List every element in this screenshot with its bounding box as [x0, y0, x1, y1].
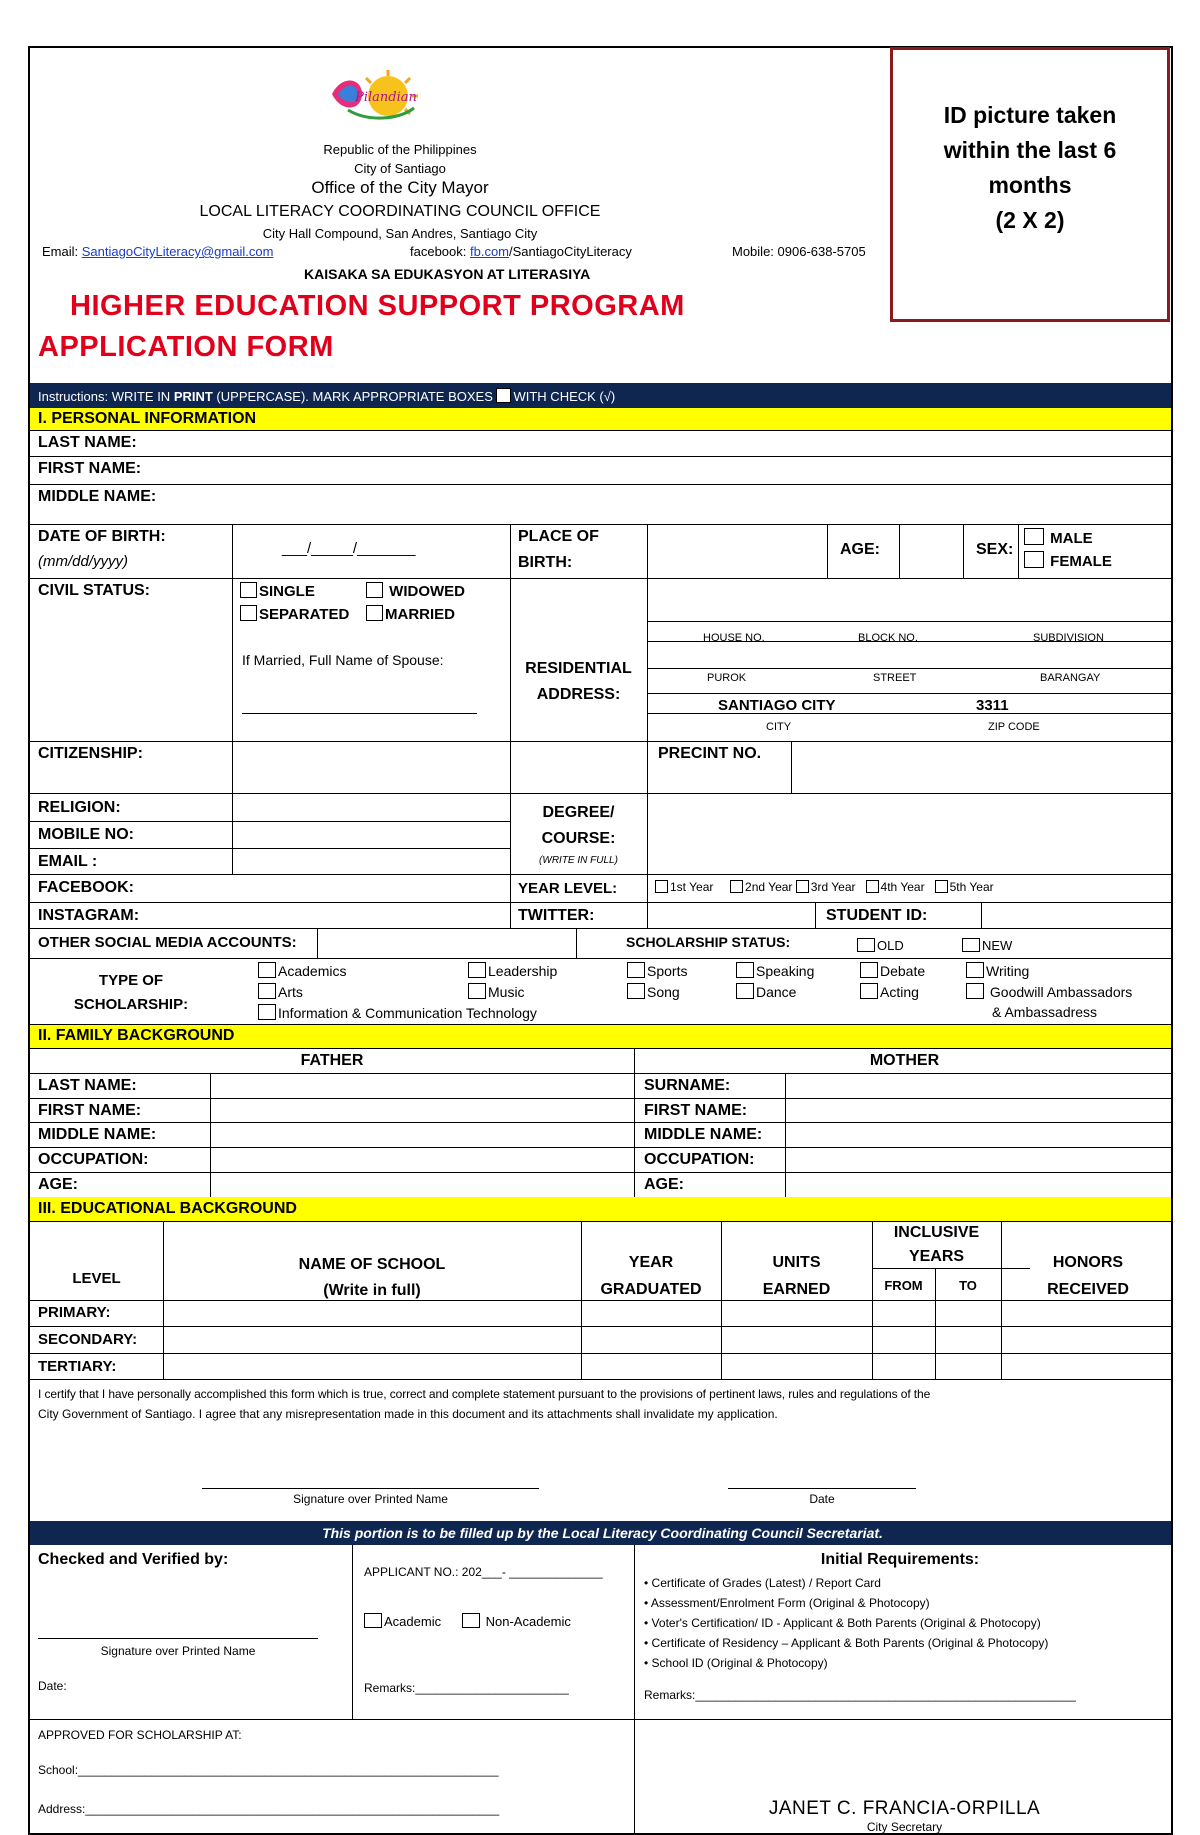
married-option[interactable]: [366, 605, 455, 623]
requirement-item: • Assessment/Enrolment Form (Original & Photocopy): [644, 1596, 930, 1610]
leadership-option[interactable]: [468, 962, 557, 979]
from-header: FROM: [884, 1278, 923, 1293]
song-label: Song: [647, 984, 680, 1000]
certification-line-2: City Government of Santiago. I agree that any misrepresentation made in this document and its attachments shall invalidate my application.: [38, 1407, 778, 1421]
instructions-suffix: WITH CHECK (√): [513, 389, 616, 404]
sex-label: SEX:: [976, 541, 1014, 558]
father-occupation-label: OCCUPATION:: [38, 1151, 149, 1168]
female-checkbox[interactable]: [1024, 551, 1044, 568]
requirement-1: Certificate of Grades (Latest) / Report Card: [651, 1576, 881, 1590]
sports-option[interactable]: [627, 962, 687, 979]
single-checkbox[interactable]: [240, 582, 257, 598]
civil-status-label: CIVIL STATUS:: [38, 582, 150, 599]
place-of-birth-label-2: BIRTH:: [518, 554, 573, 571]
requirements-title: Initial Requirements:: [820, 1551, 980, 1568]
twitter-label: TWITTER:: [518, 907, 595, 924]
requirement-3: Voter's Certification/ ID - Applicant & Both Parents (Original & Photocopy): [651, 1616, 1041, 1630]
secretariat-bar: [30, 1521, 1173, 1545]
non-academic-label: Non-Academic: [485, 1614, 571, 1629]
non-academic-option[interactable]: [462, 1613, 571, 1629]
type-scholarship-label-1: TYPE OF: [98, 972, 164, 989]
father-last-name-label: LAST NAME:: [38, 1077, 137, 1094]
mother-middle-name-label: MIDDLE NAME:: [644, 1126, 763, 1143]
email-field-label: EMAIL :: [38, 853, 98, 870]
debate-label: Debate: [880, 963, 926, 979]
mother-surname-label: SURNAME:: [644, 1077, 731, 1094]
degree-label-2: COURSE:: [541, 830, 616, 847]
goodwill-checkbox[interactable]: [966, 983, 984, 999]
sex-female-option[interactable]: [1024, 551, 1112, 570]
id-photo-text-4: (2 X 2): [995, 207, 1065, 233]
old-label: OLD: [877, 938, 904, 953]
academic-label: Academic: [384, 1614, 442, 1629]
approved-address-field[interactable]: Address:______________________________________________________________: [38, 1802, 500, 1816]
facebook-link[interactable]: fb.com: [470, 244, 510, 259]
music-checkbox[interactable]: [468, 983, 486, 999]
type-scholarship-label-2: SCHOLARSHIP:: [73, 996, 189, 1013]
spouse-line[interactable]: [242, 713, 477, 714]
applicant-date-label: Date: [809, 1492, 835, 1506]
year-graduated-header-2: GRADUATED: [600, 1281, 702, 1298]
dob-format: (mm/dd/yyyy): [38, 553, 128, 570]
speaking-label: Speaking: [756, 963, 815, 979]
id-photo-text-3: months: [988, 172, 1072, 198]
residential-label-2: ADDRESS:: [536, 686, 621, 703]
requirements-list: [644, 1573, 1048, 1673]
dance-option[interactable]: [736, 983, 796, 1000]
arts-label: Arts: [278, 984, 303, 1000]
form-title: HIGHER EDUCATION SUPPORT PROGRAM: [70, 290, 685, 322]
father-first-name-label: FIRST NAME:: [38, 1102, 142, 1119]
acting-label: Acting: [880, 984, 919, 1000]
checked-verified-label: Checked and Verified by:: [38, 1551, 229, 1568]
separated-label: SEPARATED: [259, 606, 350, 623]
year-1-label: 1st Year: [670, 880, 714, 894]
instructions-prefix: Instructions: WRITE IN: [38, 389, 174, 404]
old-checkbox[interactable]: [857, 938, 875, 952]
writing-checkbox[interactable]: [966, 962, 984, 978]
academics-label: Academics: [278, 963, 347, 979]
verifier-signature-label: Signature over Printed Name: [100, 1644, 256, 1658]
id-photo-text-1: ID picture taken: [943, 102, 1117, 128]
ict-checkbox[interactable]: [258, 1004, 276, 1020]
acting-checkbox[interactable]: [860, 983, 878, 999]
academic-checkbox[interactable]: [364, 1613, 382, 1628]
honors-header-2: RECEIVED: [1047, 1281, 1129, 1298]
scholarship-status-label: SCHOLARSHIP STATUS:: [626, 934, 791, 950]
header-city: City of Santiago: [354, 161, 446, 176]
ict-option[interactable]: [258, 1004, 537, 1021]
verifier-signature-line[interactable]: [38, 1638, 318, 1639]
email-link[interactable]: SantiagoCityLiteracy@gmail.com: [81, 244, 274, 259]
city-label: CITY: [766, 721, 792, 733]
year-graduated-header-1: YEAR: [628, 1254, 674, 1271]
year-5-option[interactable]: [935, 880, 994, 894]
city-value: SANTIAGO CITY: [718, 697, 836, 714]
remarks-field-2[interactable]: Remarks:_________________________________________________________: [644, 1688, 1076, 1702]
barangay-label: BARANGAY: [1040, 672, 1101, 684]
instructions-text: [38, 388, 615, 404]
year-3-label: 3rd Year: [810, 880, 856, 894]
sports-label: Sports: [647, 963, 688, 979]
old-option[interactable]: [857, 938, 904, 953]
requirement-4: Certificate of Residency – Applicant & Both Parents (Original & Photocopy): [651, 1636, 1049, 1650]
mobile-label: MOBILE NO:: [38, 826, 134, 843]
facebook-rest: /SantiagoCityLiteracy: [509, 244, 632, 259]
citizenship-label: CITIZENSHIP:: [38, 745, 143, 762]
dance-checkbox[interactable]: [736, 983, 754, 999]
year-2-option[interactable]: [730, 880, 792, 894]
non-academic-checkbox[interactable]: [462, 1613, 480, 1628]
approved-label: APPROVED FOR SCHOLARSHIP AT:: [38, 1728, 242, 1742]
religion-label: RELIGION:: [38, 799, 121, 816]
instructions-bold: PRINT: [173, 389, 213, 404]
year-5-checkbox[interactable]: [935, 880, 948, 893]
id-photo-box: [890, 47, 1170, 322]
section-education-title: III. EDUCATIONAL BACKGROUND: [38, 1200, 297, 1217]
requirement-item: • Certificate of Residency – Applicant & Both Parents (Original & Photocopy): [644, 1636, 1049, 1650]
units-header-2: EARNED: [762, 1281, 831, 1298]
sample-checkbox: [496, 388, 511, 403]
new-label: NEW: [982, 938, 1013, 953]
year-2-checkbox[interactable]: [730, 880, 743, 893]
goodwill-label: Goodwill Ambassadors: [989, 984, 1133, 1000]
sports-checkbox[interactable]: [627, 962, 645, 978]
header-council: LOCAL LITERACY COORDINATING COUNCIL OFFICE: [199, 203, 601, 220]
email-label: Email:: [42, 244, 79, 259]
requirement-item: • Certificate of Grades (Latest) / Report Card: [644, 1576, 881, 1590]
year-1-checkbox[interactable]: [655, 880, 668, 893]
section-education-bar: [30, 1197, 1173, 1221]
arts-checkbox[interactable]: [258, 983, 276, 999]
goodwill-option[interactable]: [966, 983, 1132, 1000]
header-address: City Hall Compound, San Andres, Santiago City: [262, 226, 538, 241]
speaking-checkbox[interactable]: [736, 962, 754, 978]
school-header-2: (Write in full): [323, 1282, 421, 1299]
svg-text:Pilandian: Pilandian: [355, 90, 417, 105]
section-family-title: II. FAMILY BACKGROUND: [38, 1027, 235, 1044]
academics-checkbox[interactable]: [258, 962, 276, 978]
ict-label: Information & Communication Technology: [278, 1005, 537, 1021]
facebook-label: facebook:: [410, 244, 467, 259]
header-country: Republic of the Philippines: [323, 142, 477, 157]
festival-logo: [328, 70, 424, 132]
honors-header-1: HONORS: [1052, 1254, 1124, 1271]
mother-age-label: AGE:: [644, 1176, 684, 1193]
year-3-option[interactable]: [796, 880, 856, 894]
requirement-5: School ID (Original & Photocopy): [651, 1656, 828, 1670]
secondary-label: SECONDARY:: [38, 1331, 138, 1348]
requirement-item: • School ID (Original & Photocopy): [644, 1656, 828, 1670]
sex-male-option[interactable]: [1024, 528, 1093, 547]
year-level-label: YEAR LEVEL:: [518, 880, 618, 897]
section-family-bar: [30, 1024, 1173, 1048]
zip-value: 3311: [976, 697, 1009, 714]
male-label: MALE: [1050, 530, 1093, 547]
mother-header: MOTHER: [869, 1052, 940, 1069]
age-label: AGE:: [840, 541, 880, 558]
year-3-checkbox[interactable]: [796, 880, 809, 893]
header-facebook-row: [410, 244, 632, 259]
female-label: FEMALE: [1050, 553, 1112, 570]
debate-option[interactable]: [860, 962, 925, 979]
verifier-date-label: Date:: [38, 1679, 67, 1693]
song-option[interactable]: [627, 983, 680, 1000]
place-of-birth-label-1: PLACE OF: [518, 528, 599, 545]
mother-first-name-label: FIRST NAME:: [644, 1102, 748, 1119]
dob-label: DATE OF BIRTH:: [38, 528, 166, 545]
block-no-label: BLOCK NO.: [858, 632, 918, 644]
header-email-row: [42, 244, 273, 259]
leadership-checkbox[interactable]: [468, 962, 486, 978]
precinct-label: PRECINT NO.: [658, 745, 762, 762]
widowed-label: WIDOWED: [389, 583, 465, 600]
music-label: Music: [488, 984, 525, 1000]
music-option[interactable]: [468, 983, 525, 1000]
father-age-label: AGE:: [38, 1176, 78, 1193]
subdivision-label: SUBDIVISION: [1033, 632, 1104, 644]
single-option[interactable]: [240, 582, 315, 600]
year-1-option[interactable]: [655, 880, 713, 894]
widowed-option[interactable]: [366, 582, 465, 600]
separated-checkbox[interactable]: [240, 605, 257, 621]
header-motto: KAISAKA SA EDUKASYON AT LITERASIYA: [304, 266, 591, 282]
inclusive-header-1: INCLUSIVE: [893, 1224, 980, 1241]
primary-label: PRIMARY:: [38, 1304, 111, 1321]
header-mobile: Mobile: 0906-638-5705: [732, 244, 866, 259]
year-5-label: 5th Year: [949, 880, 994, 894]
units-header-1: UNITS: [772, 1254, 821, 1271]
form-subtitle: APPLICATION FORM: [38, 331, 334, 363]
secretariat-banner: This portion is to be filled up by the Local Literacy Coordinating Council Secretariat.: [322, 1525, 883, 1541]
applicant-signature-label: Signature over Printed Name: [293, 1492, 448, 1506]
student-id-label: STUDENT ID:: [826, 907, 928, 924]
song-checkbox[interactable]: [627, 983, 645, 999]
zip-label: ZIP CODE: [988, 721, 1040, 733]
debate-checkbox[interactable]: [860, 962, 878, 978]
dob-field[interactable]: ___/_____/_______: [282, 540, 416, 557]
year-4-checkbox[interactable]: [866, 880, 879, 893]
certification-line-1: I certify that I have personally accomplished this form which is true, correct and complete statement pursuant to the provisions of pertinent laws, rules and regulations of the: [38, 1387, 931, 1401]
residential-label-1: RESIDENTIAL: [525, 660, 632, 677]
house-no-label: HOUSE NO.: [703, 632, 765, 644]
instructions-middle: (UPPERCASE). MARK APPROPRIATE BOXES: [212, 389, 497, 404]
father-header: FATHER: [300, 1052, 364, 1069]
approved-school-field[interactable]: School:_______________________________________________________________: [38, 1763, 499, 1777]
academics-option[interactable]: [258, 962, 346, 979]
signatory-name: JANET C. FRANCIA-ORPILLA: [768, 1798, 1041, 1819]
last-name-label: LAST NAME:: [38, 434, 137, 451]
level-header: LEVEL: [72, 1270, 121, 1287]
separated-option[interactable]: [240, 605, 349, 623]
year-4-option[interactable]: [866, 880, 925, 894]
father-middle-name-label: MIDDLE NAME:: [38, 1126, 157, 1143]
new-checkbox[interactable]: [962, 938, 980, 952]
section-personal-bar: [30, 408, 1173, 430]
dance-label: Dance: [756, 984, 797, 1000]
header-office: Office of the City Mayor: [311, 178, 489, 197]
tertiary-label: TERTIARY:: [38, 1358, 117, 1375]
applicant-date-line[interactable]: [728, 1488, 916, 1489]
inclusive-header-2: YEARS: [908, 1248, 965, 1265]
writing-option[interactable]: [966, 962, 1029, 979]
year-2-label: 2nd Year: [745, 880, 793, 894]
year-options: [655, 880, 994, 894]
requirement-2: Assessment/Enrolment Form (Original & Photocopy): [650, 1596, 930, 1610]
first-name-label: FIRST NAME:: [38, 460, 142, 477]
speaking-option[interactable]: [736, 962, 814, 979]
to-header: TO: [959, 1278, 977, 1293]
married-label: MARRIED: [385, 606, 455, 623]
leadership-label: Leadership: [488, 963, 558, 979]
applicant-signature-line[interactable]: [202, 1488, 539, 1489]
male-checkbox[interactable]: [1024, 528, 1044, 545]
year-4-label: 4th Year: [880, 880, 925, 894]
purok-label: PUROK: [707, 672, 747, 684]
applicant-no-field[interactable]: APPLICANT NO.: 202___- ______________: [364, 1565, 603, 1579]
id-photo-text-2: within the last 6: [943, 137, 1117, 163]
goodwill-label-2: & Ambassadress: [992, 1004, 1098, 1020]
academic-option[interactable]: [364, 1613, 441, 1629]
street-label: STREET: [873, 672, 917, 684]
spouse-label: If Married, Full Name of Spouse:: [242, 652, 444, 668]
facebook-field-label: FACEBOOK:: [38, 879, 134, 896]
remarks-field-1[interactable]: Remarks:_______________________: [364, 1681, 569, 1695]
degree-note: (WRITE IN FULL): [539, 855, 618, 866]
mother-occupation-label: OCCUPATION:: [644, 1151, 755, 1168]
school-header-1: NAME OF SCHOOL: [298, 1256, 446, 1273]
signatory-title: City Secretary: [866, 1820, 943, 1834]
middle-name-label: MIDDLE NAME:: [38, 488, 157, 505]
instagram-label: INSTAGRAM:: [38, 907, 140, 924]
writing-label: Writing: [986, 963, 1030, 979]
widowed-checkbox[interactable]: [366, 582, 383, 598]
married-checkbox[interactable]: [366, 605, 383, 621]
single-label: SINGLE: [259, 583, 315, 600]
instructions-bar: [30, 383, 1173, 408]
arts-option[interactable]: [258, 983, 303, 1000]
requirement-item: • Voter's Certification/ ID - Applicant & Both Parents (Original & Photocopy): [644, 1616, 1041, 1630]
acting-option[interactable]: [860, 983, 919, 1000]
degree-label-1: DEGREE/: [542, 804, 615, 821]
new-option[interactable]: [962, 938, 1012, 953]
section-personal-title: I. PERSONAL INFORMATION: [38, 410, 257, 427]
other-social-label: OTHER SOCIAL MEDIA ACCOUNTS:: [38, 934, 297, 951]
